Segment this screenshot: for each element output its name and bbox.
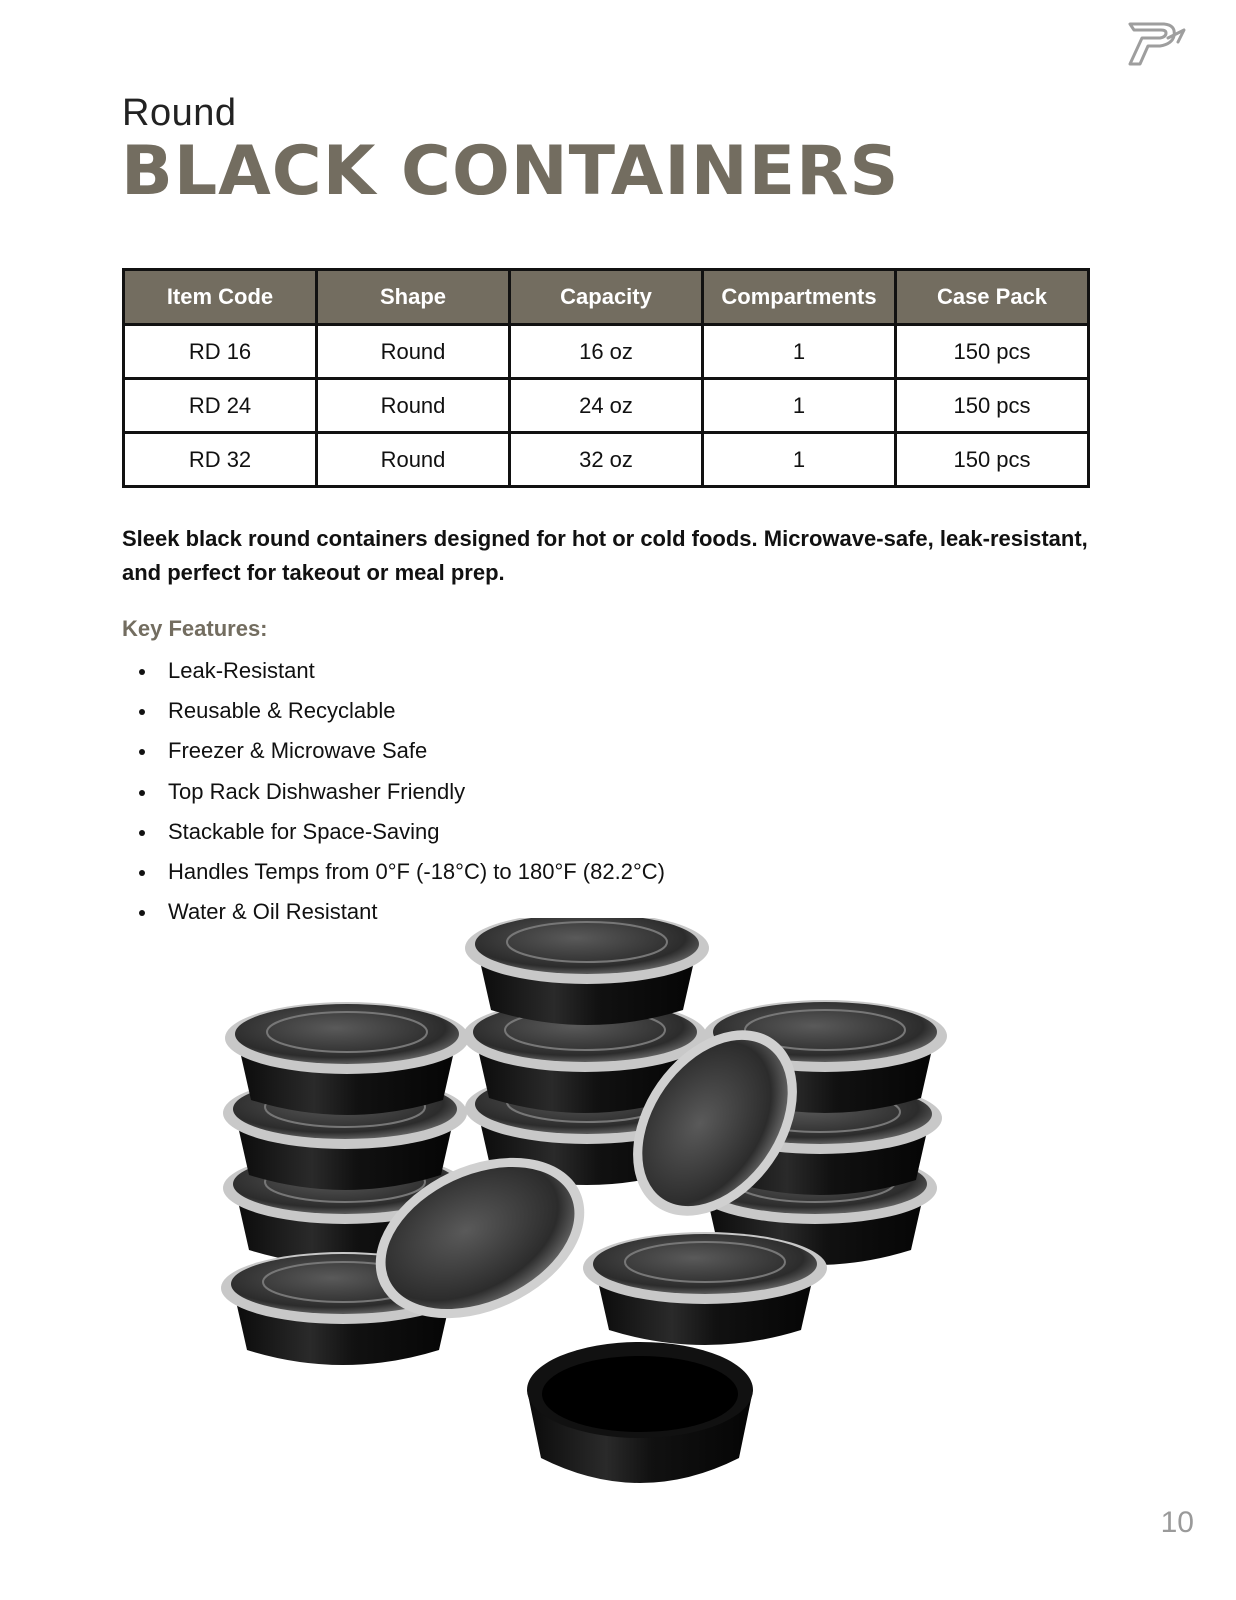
product-description: Sleek black round containers designed for hot or cold foods. Microwave-safe, leak-resistant, and perfect for takeout or meal prep.	[122, 526, 1088, 585]
column-header: Capacity	[510, 270, 703, 325]
feature-item: Freezer & Microwave Safe	[122, 731, 665, 771]
table-row	[124, 379, 1089, 433]
table-cell: 16 oz	[510, 325, 703, 379]
page-number: 10	[1160, 1506, 1194, 1539]
table-cell: Round	[317, 433, 510, 487]
feature-item: Leak-Resistant	[122, 651, 665, 691]
table-cell: Round	[317, 325, 510, 379]
feature-item: Handles Temps from 0°F (-18°C) to 180°F (82.2°C)	[122, 852, 665, 892]
table-cell: 1	[703, 325, 896, 379]
table-cell: Round	[317, 379, 510, 433]
product-photo	[215, 918, 955, 1508]
features-title: Key Features:	[122, 616, 268, 641]
table-cell: 150 pcs	[896, 325, 1089, 379]
table-row	[124, 325, 1089, 379]
column-header: Compartments	[703, 270, 896, 325]
feature-item: Top Rack Dishwasher Friendly	[122, 772, 665, 812]
table-header-row	[124, 270, 1089, 325]
table-cell: RD 32	[124, 433, 317, 487]
table-row	[124, 433, 1089, 487]
table-cell: 1	[703, 379, 896, 433]
spec-table	[122, 268, 1090, 488]
table-cell: RD 16	[124, 325, 317, 379]
features-list	[122, 651, 665, 932]
table-cell: 150 pcs	[896, 433, 1089, 487]
table-cell: 1	[703, 433, 896, 487]
table-cell: 32 oz	[510, 433, 703, 487]
feature-item: Reusable & Recyclable	[122, 691, 665, 731]
table-cell: 150 pcs	[896, 379, 1089, 433]
table-cell: 24 oz	[510, 379, 703, 433]
page-title: BLACK CONTAINERS	[121, 132, 900, 211]
brand-logo-icon	[1124, 16, 1188, 72]
table-cell: RD 24	[124, 379, 317, 433]
column-header: Shape	[317, 270, 510, 325]
feature-item: Stackable for Space-Saving	[122, 812, 665, 852]
column-header: Case Pack	[896, 270, 1089, 325]
feature-item: Water & Oil Resistant	[122, 892, 665, 932]
page-subtitle: Round	[122, 92, 237, 134]
column-header: Item Code	[124, 270, 317, 325]
